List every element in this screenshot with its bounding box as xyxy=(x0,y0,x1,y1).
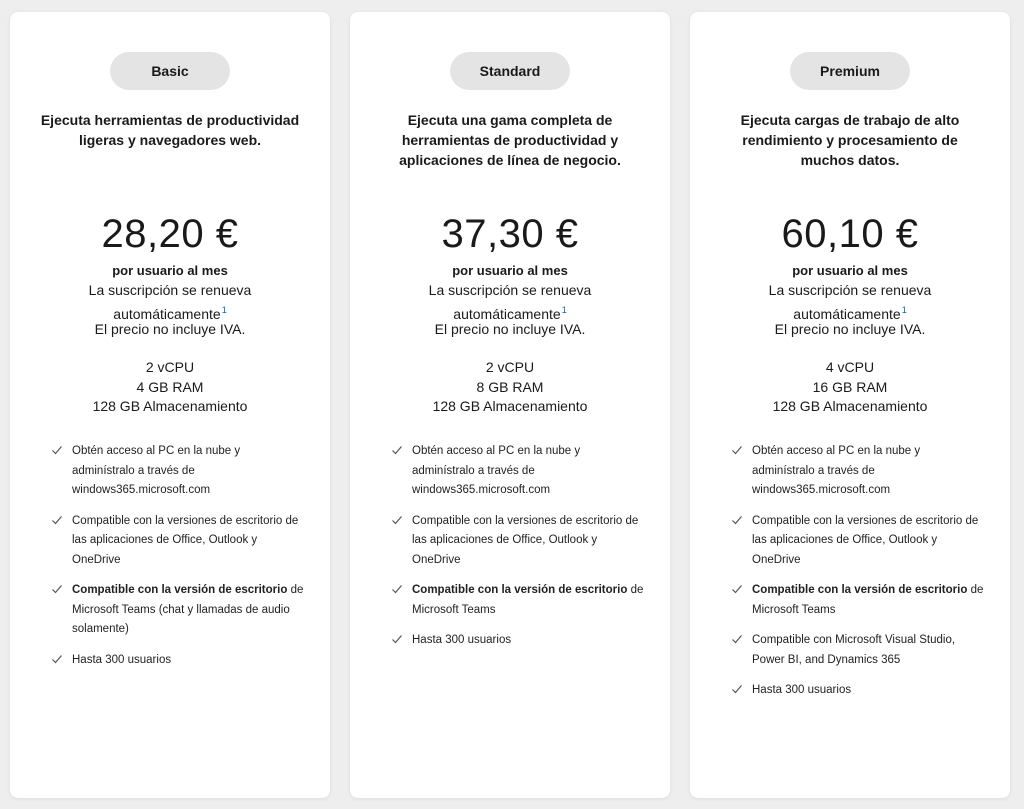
renew-note xyxy=(70,281,270,324)
plan-description: Ejecuta herramientas de productividad ligeras y navegadores web. xyxy=(40,112,300,148)
feature-text: Compatible con la versiones de escritorio de las aplicaciones de Office, Outlook y OneDrive xyxy=(412,514,639,566)
plan-price: 28,20 € xyxy=(101,212,239,256)
spec-ram: 4 GB RAM xyxy=(136,378,204,395)
feature-text: de Microsoft Teams xyxy=(752,584,984,616)
plan-card-premium xyxy=(690,12,1010,798)
spec-cpu: 4 vCPU xyxy=(825,359,875,375)
feature-item xyxy=(390,631,644,651)
checkmark-icon xyxy=(730,513,744,527)
checkmark-icon xyxy=(50,443,64,457)
feature-text: de Microsoft Teams (chat y llamadas de audio solamente) xyxy=(72,584,304,635)
renew-note xyxy=(410,281,610,324)
renew-text: La suscripción se renueva automáticamente xyxy=(428,282,592,322)
checkmark-icon xyxy=(730,582,744,596)
vat-note: El precio no incluye IVA. xyxy=(774,321,926,337)
feature-emphasis: Compatible con la versión de escritorio xyxy=(72,584,288,596)
feature-emphasis: Compatible con la versión de escritorio xyxy=(752,584,968,596)
feature-list xyxy=(390,442,644,662)
feature-text: Compatible con la versiones de escritorio de las aplicaciones de Office, Outlook y OneDrive xyxy=(72,514,299,566)
plan-description: Ejecuta una gama completa de herramientas de productividad y aplicaciones de línea de negocio. xyxy=(399,112,621,168)
plan-specs xyxy=(350,358,670,417)
plan-card-basic xyxy=(10,12,330,798)
feature-text: de Microsoft Teams xyxy=(412,584,644,616)
feature-item xyxy=(730,581,984,620)
feature-item xyxy=(50,581,304,640)
vat-note: El precio no incluye IVA. xyxy=(434,321,586,337)
spec-storage: 128 GB Almacenamiento xyxy=(772,398,928,414)
plan-card-standard xyxy=(350,12,670,798)
feature-item xyxy=(730,631,984,670)
plan-description: Ejecuta cargas de trabajo de alto rendimiento y procesamiento de muchos datos. xyxy=(740,112,960,168)
feature-text: Hasta 300 usuarios xyxy=(412,634,512,646)
plan-specs xyxy=(10,358,330,417)
checkmark-icon xyxy=(390,582,404,596)
checkmark-icon xyxy=(390,632,404,646)
feature-item xyxy=(730,512,984,571)
spec-ram: 16 GB RAM xyxy=(812,378,888,395)
feature-item xyxy=(390,442,644,501)
plan-name-button[interactable]: Standard xyxy=(450,52,570,90)
renew-text: La suscripción se renueva automáticamente xyxy=(768,282,932,322)
plan-name-button[interactable]: Premium xyxy=(790,52,910,90)
feature-item xyxy=(390,581,644,620)
feature-list xyxy=(50,442,304,681)
feature-item xyxy=(50,442,304,501)
plan-name-button[interactable]: Basic xyxy=(110,52,230,90)
footnote-link[interactable]: 1 xyxy=(561,304,567,315)
checkmark-icon xyxy=(390,513,404,527)
per-user-label: por usuario al mes xyxy=(112,263,228,278)
feature-text: Hasta 300 usuarios xyxy=(752,684,852,696)
spec-cpu: 2 vCPU xyxy=(145,359,195,375)
footnote-link[interactable]: 1 xyxy=(221,304,227,315)
feature-list xyxy=(730,442,984,712)
checkmark-icon xyxy=(50,652,64,666)
feature-text: Hasta 300 usuarios xyxy=(72,653,172,666)
checkmark-icon xyxy=(50,582,64,596)
feature-text: Compatible con Microsoft Visual Studio, Power BI, and Dynamics 365 xyxy=(752,634,956,666)
per-user-label: por usuario al mes xyxy=(452,263,568,278)
spec-ram: 8 GB RAM xyxy=(476,378,544,395)
feature-text: Obtén acceso al PC en la nube y adminístralo a través de windows365.microsoft.com xyxy=(752,445,921,496)
renew-note xyxy=(750,281,950,324)
spec-storage: 128 GB Almacenamiento xyxy=(92,398,248,414)
feature-text: Obtén acceso al PC en la nube y adminístralo a través de windows365.microsoft.com xyxy=(72,445,241,496)
plan-price: 60,10 € xyxy=(781,212,919,256)
footnote-link[interactable]: 1 xyxy=(901,304,907,315)
feature-text: Compatible con la versiones de escritorio de las aplicaciones de Office, Outlook y OneDrive xyxy=(752,514,979,566)
checkmark-icon xyxy=(730,443,744,457)
feature-item xyxy=(50,651,304,671)
feature-item xyxy=(390,512,644,571)
vat-note: El precio no incluye IVA. xyxy=(94,321,246,337)
feature-item xyxy=(730,442,984,501)
feature-item xyxy=(730,681,984,701)
renew-text: La suscripción se renueva automáticamente xyxy=(88,282,252,322)
checkmark-icon xyxy=(50,513,64,527)
per-user-label: por usuario al mes xyxy=(792,263,908,278)
feature-emphasis: Compatible con la versión de escritorio xyxy=(412,584,628,596)
spec-storage: 128 GB Almacenamiento xyxy=(432,398,588,414)
checkmark-icon xyxy=(730,632,744,646)
checkmark-icon xyxy=(730,682,744,696)
checkmark-icon xyxy=(390,443,404,457)
feature-item xyxy=(50,512,304,571)
plan-specs xyxy=(690,358,1010,417)
spec-cpu: 2 vCPU xyxy=(485,359,535,375)
feature-text: Obtén acceso al PC en la nube y adminístralo a través de windows365.microsoft.com xyxy=(412,445,581,496)
plan-price: 37,30 € xyxy=(441,212,579,256)
